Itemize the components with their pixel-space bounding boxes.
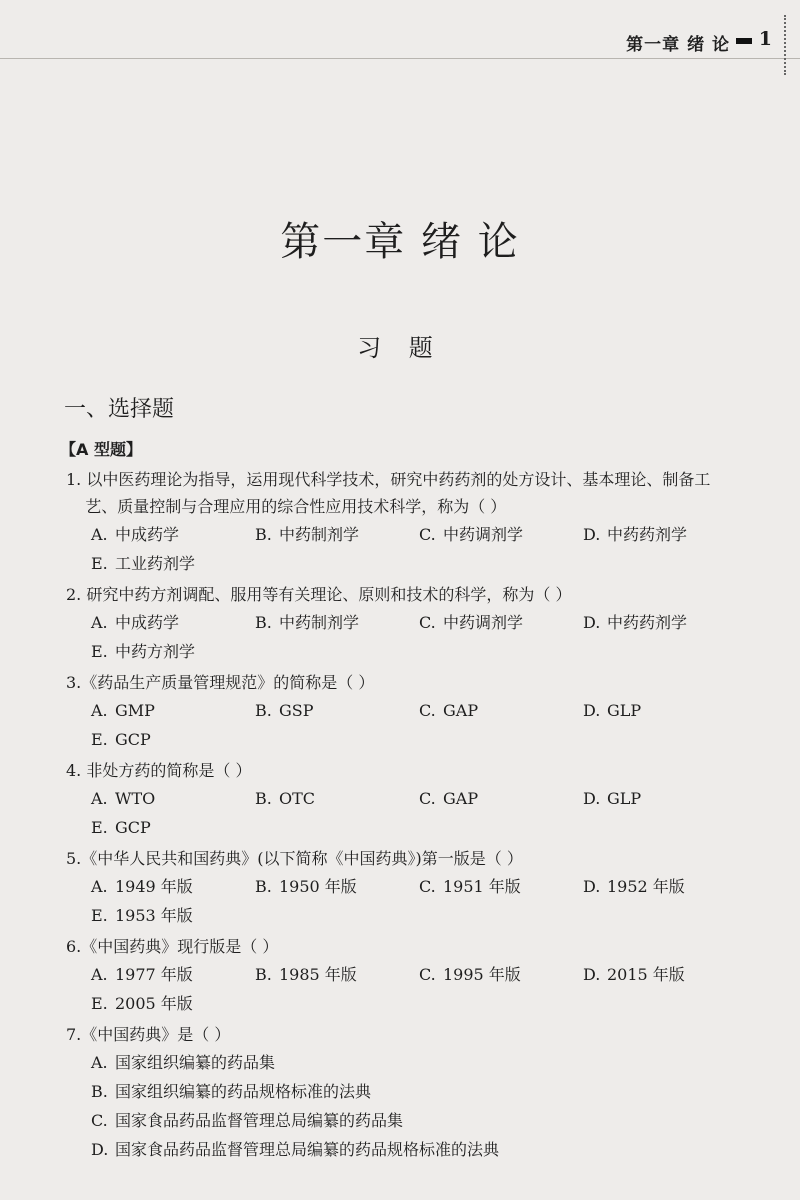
option-letter: A. <box>91 877 108 896</box>
option-text: 中药调剂学 <box>443 525 524 544</box>
page-number: 1 <box>758 28 772 50</box>
question-stem: 1. 以中医药理论为指导，运用现代科学技术，研究中药药剂的处方设计、基本理论、制备工艺、质量控制与合理应用的综合性应用技术科学，称为（ ） <box>66 470 711 516</box>
answer-option <box>419 520 583 549</box>
answer-option <box>583 520 747 549</box>
option-text: 国家食品药品监督管理总局编纂的药品集 <box>115 1111 404 1130</box>
option-letter: C. <box>419 877 436 896</box>
answer-option <box>91 696 255 725</box>
option-text: GAP <box>443 701 479 720</box>
page-edge-marks <box>784 15 788 75</box>
option-letter: B. <box>255 701 272 720</box>
option-text: GLP <box>607 701 642 720</box>
option-letter: C. <box>419 965 436 984</box>
question-item <box>66 466 726 578</box>
answer-option <box>91 725 255 754</box>
option-letter: D. <box>583 613 601 632</box>
option-letter: D. <box>91 1140 109 1159</box>
chapter-title: 第一章 绪 论 <box>280 219 520 265</box>
section-title: 一、选择题 <box>64 397 175 422</box>
option-text: GLP <box>607 789 642 808</box>
option-text: WTO <box>115 789 156 808</box>
option-letter: E. <box>91 730 108 749</box>
answer-option <box>255 608 419 637</box>
option-text: 2005 年版 <box>115 994 193 1013</box>
answer-option <box>255 960 419 989</box>
answer-option <box>583 696 747 725</box>
option-text: 中药药剂学 <box>607 525 688 544</box>
option-text: GAP <box>443 789 479 808</box>
option-letter: E. <box>91 818 108 837</box>
option-text: 中药方剂学 <box>115 642 196 661</box>
answer-option <box>91 520 255 549</box>
option-text: 1950 年版 <box>279 877 357 896</box>
option-letter: C. <box>419 613 436 632</box>
option-text: 中成药学 <box>115 525 180 544</box>
question-stem: 7.《中国药典》是（ ） <box>66 1025 231 1044</box>
answer-option <box>255 520 419 549</box>
option-letter: D. <box>583 701 601 720</box>
question-item <box>66 845 726 930</box>
option-letter: D. <box>583 525 601 544</box>
option-text: 2015 年版 <box>607 965 685 984</box>
option-group <box>66 872 726 930</box>
option-group <box>66 608 726 666</box>
option-text: GMP <box>115 701 155 720</box>
question-item <box>66 933 726 1018</box>
answer-option <box>91 960 255 989</box>
option-group <box>66 520 726 578</box>
option-letter: D. <box>583 789 601 808</box>
option-text: 国家组织编纂的药品集 <box>115 1053 276 1072</box>
answer-option <box>91 1106 726 1135</box>
option-letter: A. <box>91 1053 108 1072</box>
option-letter: B. <box>255 613 272 632</box>
answer-option <box>255 872 419 901</box>
option-letter: B. <box>255 525 272 544</box>
question-list <box>66 466 726 1164</box>
option-text: 1949 年版 <box>115 877 193 896</box>
question-stem: 5.《中华人民共和国药典》(以下简称《中国药典》)第一版是（ ） <box>66 849 523 868</box>
option-text: 1951 年版 <box>443 877 521 896</box>
question-item <box>66 581 726 666</box>
option-text: 中药药剂学 <box>607 613 688 632</box>
option-letter: C. <box>419 789 436 808</box>
option-letter: B. <box>255 965 272 984</box>
option-text: 中药制剂学 <box>279 525 360 544</box>
option-text: 1985 年版 <box>279 965 357 984</box>
question-stem: 6.《中国药典》现行版是（ ） <box>66 937 279 956</box>
option-text: 国家食品药品监督管理总局编纂的药品规格标准的法典 <box>115 1140 500 1159</box>
header-chapter: 第一章 绪 论 <box>626 35 730 55</box>
answer-option <box>583 960 747 989</box>
option-letter: D. <box>583 965 601 984</box>
option-letter: A. <box>91 525 108 544</box>
answer-option <box>91 637 255 666</box>
option-letter: E. <box>91 994 108 1013</box>
answer-option <box>583 608 747 637</box>
exercise-heading: 习 题 <box>357 334 443 362</box>
answer-option <box>419 784 583 813</box>
question-stem: 3.《药品生产质量管理规范》的简称是（ ） <box>66 673 375 692</box>
answer-option <box>419 696 583 725</box>
question-stem: 2. 研究中药方剂调配、服用等有关理论、原则和技术的科学，称为（ ） <box>66 585 572 604</box>
option-text: GSP <box>279 701 314 720</box>
answer-option <box>91 901 255 930</box>
option-text: GCP <box>115 730 151 749</box>
answer-option <box>91 1135 726 1164</box>
option-letter: A. <box>91 789 108 808</box>
answer-option <box>419 608 583 637</box>
answer-option <box>419 872 583 901</box>
option-letter: D. <box>583 877 601 896</box>
option-text: 1953 年版 <box>115 906 193 925</box>
option-letter: E. <box>91 554 108 573</box>
answer-option <box>255 696 419 725</box>
option-group <box>66 1048 726 1164</box>
option-letter: B. <box>255 877 272 896</box>
option-text: 中药制剂学 <box>279 613 360 632</box>
answer-option <box>91 1048 726 1077</box>
question-item <box>66 1021 726 1164</box>
option-text: 国家组织编纂的药品规格标准的法典 <box>115 1082 372 1101</box>
answer-option <box>91 549 255 578</box>
answer-option <box>255 784 419 813</box>
option-text: 1977 年版 <box>115 965 193 984</box>
option-text: 1995 年版 <box>443 965 521 984</box>
option-letter: A. <box>91 965 108 984</box>
option-letter: B. <box>91 1082 108 1101</box>
answer-option <box>91 989 255 1018</box>
option-letter: A. <box>91 701 108 720</box>
option-letter: B. <box>255 789 272 808</box>
answer-option <box>583 784 747 813</box>
question-item <box>66 757 726 842</box>
question-item <box>66 669 726 754</box>
option-letter: C. <box>419 701 436 720</box>
header-bar-mark <box>736 38 752 44</box>
answer-option <box>91 1077 726 1106</box>
option-text: GCP <box>115 818 151 837</box>
option-letter: A. <box>91 613 108 632</box>
question-type-label: 【A 型题】 <box>60 440 142 459</box>
option-text: 中成药学 <box>115 613 180 632</box>
option-text: 中药调剂学 <box>443 613 524 632</box>
option-group <box>66 784 726 842</box>
option-text: 工业药剂学 <box>115 554 196 573</box>
option-letter: C. <box>419 525 436 544</box>
answer-option <box>419 960 583 989</box>
option-letter: E. <box>91 906 108 925</box>
answer-option <box>91 608 255 637</box>
answer-option <box>91 872 255 901</box>
question-stem: 4. 非处方药的简称是（ ） <box>66 761 252 780</box>
answer-option <box>91 784 255 813</box>
option-text: OTC <box>279 789 316 808</box>
option-letter: C. <box>91 1111 108 1130</box>
answer-option <box>583 872 747 901</box>
option-text: 1952 年版 <box>607 877 685 896</box>
running-header <box>0 28 800 59</box>
option-letter: E. <box>91 642 108 661</box>
option-group <box>66 960 726 1018</box>
option-group <box>66 696 726 754</box>
answer-option <box>91 813 255 842</box>
